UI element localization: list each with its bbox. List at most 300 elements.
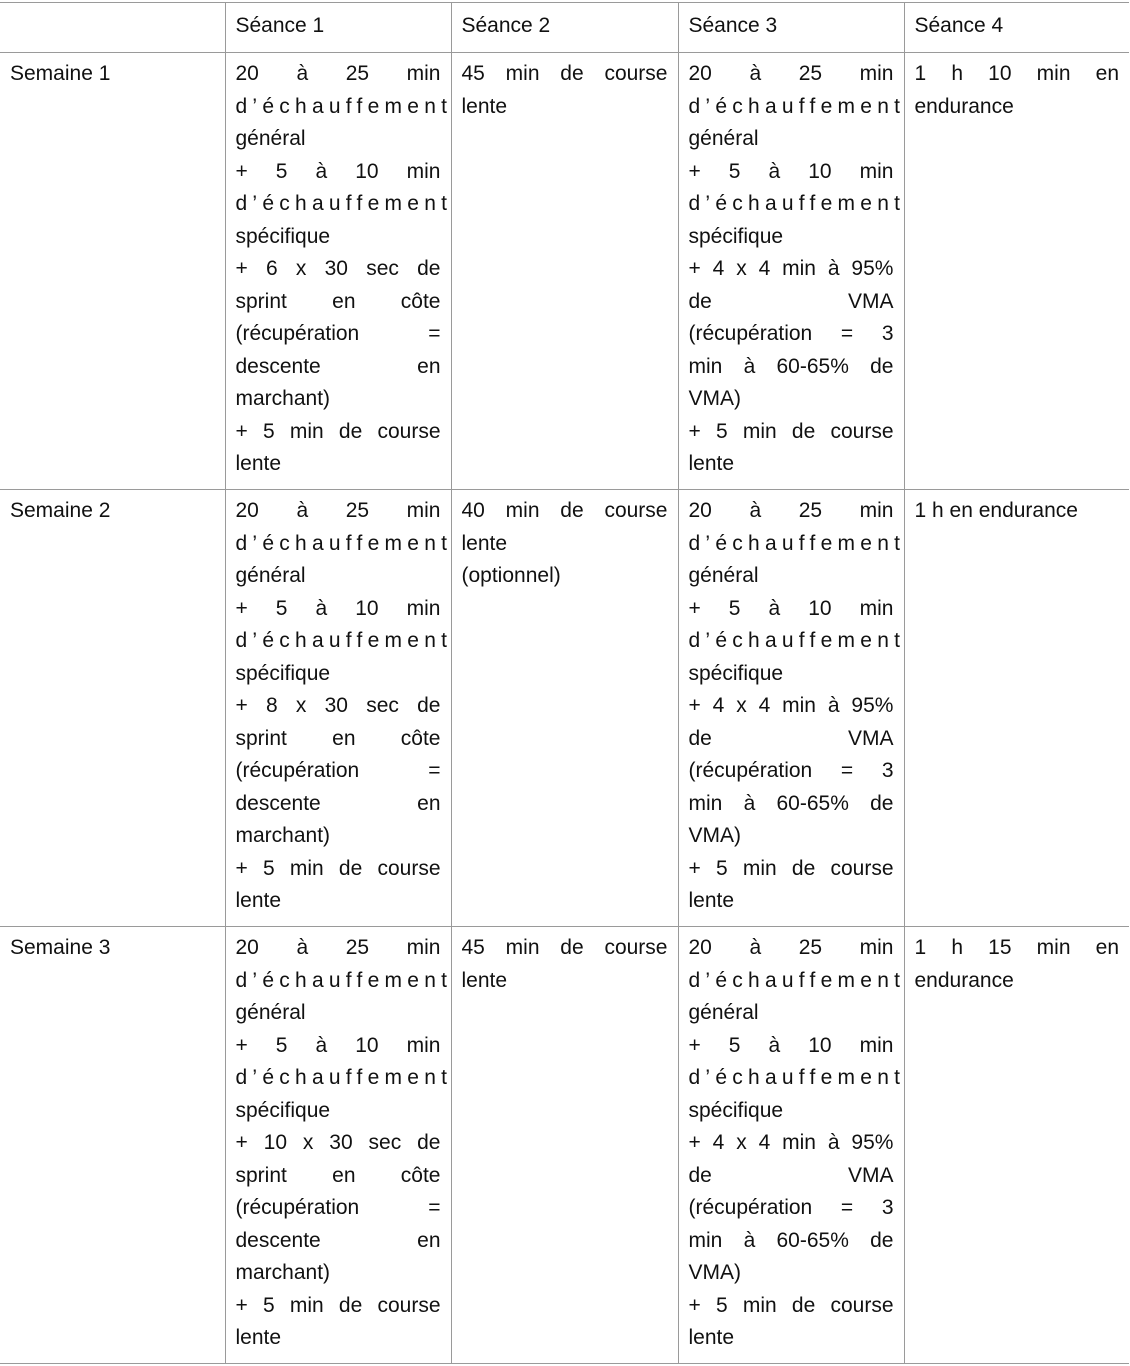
cell-word: + [688, 257, 701, 280]
cell-line: endurance [914, 968, 1014, 992]
training-plan-table [0, 2, 1129, 1364]
cell-line [688, 965, 906, 998]
header-empty-cell [0, 3, 225, 53]
cell-word: d’échauffement [235, 192, 453, 215]
cell-word: d’échauffement [688, 629, 906, 652]
cell-line [236, 416, 441, 449]
cell-line: VMA) [688, 824, 741, 847]
cell-word: de [560, 499, 584, 522]
cell-word: d’échauffement [688, 94, 906, 118]
week-row [0, 53, 1129, 490]
cell-line [236, 253, 441, 286]
cell-line [689, 723, 894, 756]
cell-word: côte [400, 1163, 441, 1187]
cell-word: = [840, 322, 854, 345]
cell-word: min [688, 791, 723, 815]
cell-word: à [315, 159, 328, 183]
cell-word: min [505, 62, 540, 85]
cell-word: sprint [235, 1163, 287, 1187]
cell-word: course [604, 499, 668, 522]
cell-word: en [332, 1163, 356, 1187]
cell-line [235, 1062, 453, 1095]
cell-line [236, 593, 441, 626]
cell-word: en [332, 289, 356, 313]
cell-word: de [870, 1228, 894, 1252]
cell-word: descente [235, 791, 321, 815]
cell-line [689, 318, 894, 351]
cell-line [688, 1062, 906, 1095]
week-label: Semaine 1 [0, 53, 225, 490]
cell-line [235, 965, 453, 998]
cell-word: = [428, 1196, 441, 1219]
cell-word: d’échauffement [688, 968, 906, 992]
cell-line [689, 788, 894, 821]
cell-word: VMA [847, 726, 894, 750]
cell-word: 20 [235, 936, 259, 959]
cell-word: min [742, 419, 777, 443]
cell-word: min [782, 1131, 816, 1154]
cell-word: 20 [235, 62, 259, 85]
cell-line [688, 91, 906, 124]
cell-word: min [289, 856, 324, 880]
cell-word: à [749, 936, 762, 959]
cell-word: sec [366, 694, 399, 717]
cell-word: sec [366, 257, 399, 280]
cell-word: côte [400, 289, 441, 313]
cell-word: = [428, 759, 441, 782]
cell-word: course [604, 62, 668, 85]
cell-word: de [560, 936, 584, 959]
cell-word: en [332, 726, 356, 750]
header-seance-1: Séance 1 [225, 3, 451, 53]
session-cell [225, 490, 451, 927]
cell-word: 4 [758, 1131, 771, 1154]
cell-word: + [688, 159, 701, 183]
cell-word: min [289, 1293, 324, 1317]
cell-word: = [840, 759, 854, 782]
cell-word: de [560, 62, 584, 85]
cell-word: de [417, 1131, 441, 1154]
cell-line [236, 723, 441, 756]
cell-line [236, 853, 441, 886]
cell-word: + [235, 419, 248, 443]
cell-word: min [406, 499, 441, 522]
cell-line [236, 1127, 441, 1160]
cell-word: 10 [355, 159, 379, 183]
session-cell [451, 927, 678, 1364]
cell-word: à [768, 1033, 781, 1057]
cell-line: spécifique [235, 224, 331, 248]
cell-word: min [289, 419, 324, 443]
cell-line [689, 351, 894, 384]
cell-word: min [859, 62, 894, 85]
cell-word: à [827, 257, 840, 280]
cell-word: 40 [461, 499, 485, 522]
cell-word: + [235, 1131, 248, 1154]
cell-word: + [235, 257, 248, 280]
cell-line: marchant) [235, 387, 331, 410]
cell-word: 30 [324, 257, 348, 280]
cell-word: 3 [881, 1196, 894, 1219]
cell-line [688, 528, 906, 561]
cell-line [462, 932, 668, 965]
cell-word: 5 [728, 1033, 741, 1057]
cell-word: 10 [808, 1033, 832, 1057]
cell-word: de [791, 419, 816, 443]
cell-line [236, 1192, 441, 1225]
cell-line [689, 690, 894, 723]
cell-word: à [296, 936, 309, 959]
session-cell [904, 490, 1129, 927]
cell-word: x [295, 694, 307, 717]
cell-word: x [736, 694, 747, 717]
cell-word: de [870, 791, 894, 815]
cell-line: (optionnel) [461, 564, 561, 587]
cell-word: de [870, 354, 894, 378]
cell-word: 95% [851, 257, 894, 280]
cell-word: à [296, 62, 309, 85]
cell-word: côte [400, 726, 441, 750]
cell-word: d’échauffement [235, 629, 453, 652]
cell-word: + [235, 1033, 248, 1057]
cell-line [689, 286, 894, 319]
cell-line: lente [688, 452, 735, 475]
cell-line [235, 528, 453, 561]
week-label: Semaine 3 [0, 927, 225, 1364]
cell-line: général [688, 127, 759, 150]
cell-word: de [791, 1293, 816, 1317]
cell-word: en [1095, 936, 1119, 959]
cell-word: de [688, 289, 712, 313]
cell-word: d’échauffement [235, 968, 453, 992]
cell-word: x [736, 1131, 747, 1154]
cell-word: à [749, 499, 762, 522]
cell-word: à [315, 1033, 328, 1057]
cell-word: course [377, 1293, 441, 1317]
cell-word: d’échauffement [235, 1066, 453, 1089]
cell-word: h [951, 936, 964, 959]
cell-word: VMA [847, 1163, 894, 1187]
cell-word: 25 [798, 936, 823, 959]
cell-word: min [406, 1033, 441, 1057]
cell-word: 10 [355, 1033, 379, 1057]
cell-word: à [743, 791, 756, 815]
cell-word: 5 [715, 1293, 728, 1317]
cell-word: 4 [758, 694, 771, 717]
cell-word: min [505, 936, 540, 959]
cell-word: 5 [262, 856, 275, 880]
cell-word: (récupération [688, 759, 813, 782]
cell-line: lente [461, 94, 508, 118]
cell-line [236, 286, 441, 319]
cell-word: 10 [988, 62, 1012, 85]
cell-line: lente [461, 531, 508, 555]
cell-word: de [338, 419, 363, 443]
cell-line [462, 495, 668, 528]
cell-line [689, 1160, 894, 1193]
cell-line: spécifique [688, 224, 784, 248]
header-seance-2: Séance 2 [451, 3, 678, 53]
session-cell [904, 927, 1129, 1364]
cell-word: descente [235, 1228, 321, 1252]
cell-line [689, 1127, 894, 1160]
cell-line: lente [461, 968, 508, 992]
cell-word: 20 [688, 936, 712, 959]
cell-word: en [417, 791, 441, 815]
cell-word: d’échauffement [688, 192, 906, 215]
cell-word: descente [235, 354, 321, 378]
cell-word: + [235, 1293, 248, 1317]
cell-word: 10 [355, 596, 379, 620]
cell-word: 6 [265, 257, 278, 280]
cell-word: = [840, 1196, 854, 1219]
cell-line [689, 932, 894, 965]
cell-word: 5 [275, 159, 288, 183]
cell-word: min [406, 159, 441, 183]
cell-word: min [859, 936, 894, 959]
cell-word: sec [368, 1131, 402, 1154]
cell-line [689, 416, 894, 449]
cell-line [235, 625, 453, 658]
cell-word: + [688, 1293, 701, 1317]
cell-word: 5 [275, 596, 288, 620]
cell-word: 45 [461, 936, 485, 959]
cell-line: lente [235, 1326, 282, 1349]
cell-word: à [827, 1131, 840, 1154]
session-cell [678, 490, 904, 927]
cell-line [689, 1290, 894, 1323]
cell-word: min [1036, 936, 1071, 959]
cell-line: général [688, 564, 759, 587]
cell-line [689, 253, 894, 286]
cell-word: 15 [988, 936, 1012, 959]
cell-line: 1 h en endurance [914, 499, 1078, 522]
cell-line: général [235, 564, 306, 587]
cell-word: d’échauffement [688, 1066, 906, 1089]
cell-word: 60-65% [776, 791, 849, 815]
cell-word: (récupération [235, 322, 360, 345]
cell-line: lente [688, 889, 735, 912]
cell-word: 5 [728, 159, 741, 183]
cell-word: (récupération [235, 1196, 360, 1219]
cell-word: 60-65% [776, 354, 849, 378]
cell-word: 5 [275, 1033, 288, 1057]
cell-word: min [406, 62, 441, 85]
week-row [0, 927, 1129, 1364]
cell-word: min [859, 499, 894, 522]
cell-word: 25 [345, 62, 370, 85]
cell-line [236, 690, 441, 723]
cell-word: en [417, 354, 441, 378]
cell-word: 10 [808, 159, 832, 183]
cell-line [236, 156, 441, 189]
cell-line: lente [688, 1326, 735, 1349]
cell-word: de [338, 856, 363, 880]
cell-word: (récupération [688, 1196, 813, 1219]
cell-word: x [295, 257, 307, 280]
cell-line [689, 853, 894, 886]
week-label: Semaine 2 [0, 490, 225, 927]
cell-line: lente [235, 452, 282, 475]
cell-line [236, 495, 441, 528]
cell-line [915, 932, 1120, 965]
cell-word: min [505, 499, 540, 522]
cell-word: d’échauffement [688, 531, 906, 555]
cell-line: général [688, 1001, 759, 1024]
cell-word: + [235, 694, 248, 717]
cell-word: 10 [808, 596, 832, 620]
cell-word: 20 [688, 499, 712, 522]
cell-word: d’échauffement [235, 94, 453, 118]
cell-line [236, 58, 441, 91]
cell-line: marchant) [235, 1261, 331, 1284]
week-row [0, 490, 1129, 927]
cell-word: à [743, 1228, 756, 1252]
cell-word: à [768, 159, 781, 183]
cell-word: 3 [881, 759, 894, 782]
cell-word: 4 [712, 257, 725, 280]
cell-word: en [417, 1228, 441, 1252]
cell-word: 5 [728, 596, 741, 620]
cell-line [688, 625, 906, 658]
cell-word: 1 [914, 936, 927, 959]
cell-word: à [749, 62, 762, 85]
cell-word: x [736, 257, 747, 280]
cell-word: de [688, 726, 712, 750]
cell-word: min [1036, 62, 1071, 85]
cell-word: min [859, 1033, 894, 1057]
cell-word: course [377, 856, 441, 880]
cell-word: course [604, 936, 668, 959]
cell-word: de [338, 1293, 363, 1317]
cell-word: + [688, 419, 701, 443]
cell-word: min [688, 354, 723, 378]
cell-line [236, 1160, 441, 1193]
cell-line [689, 1030, 894, 1063]
cell-line [689, 1192, 894, 1225]
session-cell [225, 53, 451, 490]
cell-word: 25 [345, 936, 370, 959]
cell-word: course [830, 1293, 894, 1317]
cell-line [236, 1290, 441, 1323]
cell-line [236, 755, 441, 788]
cell-line [236, 351, 441, 384]
cell-word: 45 [461, 62, 485, 85]
cell-word: course [830, 419, 894, 443]
cell-word: min [742, 856, 777, 880]
cell-word: à [768, 596, 781, 620]
cell-word: 4 [758, 257, 771, 280]
cell-word: (récupération [688, 322, 813, 345]
session-cell [678, 53, 904, 490]
cell-word: 4 [712, 1131, 725, 1154]
cell-line [236, 1225, 441, 1258]
cell-word: 95% [851, 1131, 894, 1154]
cell-word: 60-65% [776, 1228, 849, 1252]
cell-line: général [235, 1001, 306, 1024]
cell-line: spécifique [688, 661, 784, 685]
cell-word: + [235, 596, 248, 620]
cell-word: 10 [263, 1131, 288, 1154]
cell-word: 95% [851, 694, 894, 717]
cell-line [236, 932, 441, 965]
cell-line: VMA) [688, 1261, 741, 1284]
cell-line [235, 91, 453, 124]
cell-line [689, 1225, 894, 1258]
cell-word: de [417, 257, 441, 280]
cell-word: 8 [265, 694, 278, 717]
cell-word: + [688, 856, 701, 880]
cell-word: 5 [715, 856, 728, 880]
cell-word: de [791, 856, 816, 880]
cell-word: à [827, 694, 840, 717]
cell-line [462, 58, 668, 91]
cell-word: sprint [235, 289, 287, 313]
header-seance-4: Séance 4 [904, 3, 1129, 53]
cell-line [689, 593, 894, 626]
cell-line: lente [235, 889, 282, 912]
cell-word: sprint [235, 726, 287, 750]
cell-word: à [315, 596, 328, 620]
cell-word: 20 [235, 499, 259, 522]
header-row [0, 3, 1129, 53]
cell-word: en [1095, 62, 1119, 85]
session-cell [904, 53, 1129, 490]
cell-word: min [406, 596, 441, 620]
cell-line [236, 788, 441, 821]
cell-word: min [782, 694, 816, 717]
cell-line [689, 755, 894, 788]
cell-line [236, 1030, 441, 1063]
cell-word: + [688, 694, 701, 717]
cell-word: 30 [324, 694, 348, 717]
cell-line [915, 58, 1120, 91]
cell-word: 25 [798, 499, 823, 522]
cell-word: 25 [798, 62, 823, 85]
cell-line [689, 156, 894, 189]
cell-word: min [406, 936, 441, 959]
cell-word: 3 [881, 322, 894, 345]
cell-word: 30 [329, 1131, 353, 1154]
cell-word: 5 [715, 419, 728, 443]
cell-line [235, 188, 453, 221]
cell-line: spécifique [235, 661, 331, 685]
session-cell [451, 53, 678, 490]
header-seance-3: Séance 3 [678, 3, 904, 53]
cell-line: général [235, 127, 306, 150]
cell-line: VMA) [688, 387, 741, 410]
cell-line [689, 58, 894, 91]
cell-word: min [782, 257, 816, 280]
cell-line [689, 495, 894, 528]
session-cell [678, 927, 904, 1364]
cell-word: 20 [688, 62, 712, 85]
cell-line [688, 188, 906, 221]
cell-word: h [951, 62, 964, 85]
cell-word: 1 [914, 62, 927, 85]
cell-word: course [377, 419, 441, 443]
cell-word: min [688, 1228, 723, 1252]
session-cell [451, 490, 678, 927]
cell-word: min [742, 1293, 777, 1317]
cell-word: min [859, 159, 894, 183]
cell-word: de [688, 1163, 712, 1187]
cell-word: 4 [712, 694, 725, 717]
cell-line [236, 318, 441, 351]
cell-word: (récupération [235, 759, 360, 782]
cell-word: + [688, 1131, 701, 1154]
cell-line: endurance [914, 94, 1014, 118]
